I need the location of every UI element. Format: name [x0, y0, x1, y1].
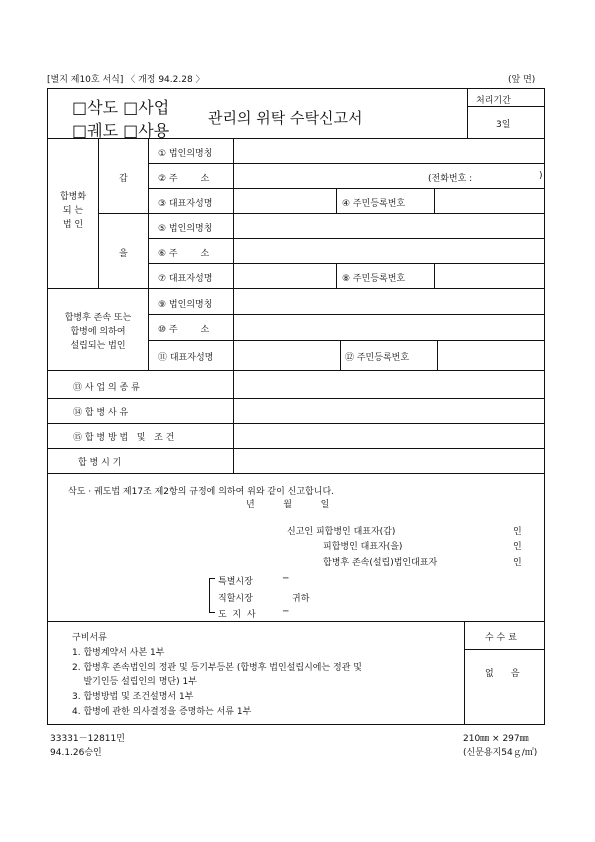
divider [47, 621, 545, 622]
corp-name-3-input[interactable] [234, 289, 544, 313]
merger-method-input[interactable] [234, 424, 544, 447]
party-gap-label: 갑 [119, 174, 128, 184]
seal-2: 인 [513, 542, 522, 552]
resident-no-3-input[interactable] [438, 341, 544, 369]
phone-close: ) [539, 171, 543, 181]
field-label-resident-no-2: ⑧ 주민등록번호 [342, 274, 406, 284]
merger-date-input[interactable] [234, 449, 544, 472]
rep-name-3-input[interactable] [234, 341, 339, 369]
signer-gap: 신고인 피합병인 대표자(갑) [287, 527, 396, 537]
field-label-rep-name-2: ⑦ 대표자성명 [158, 274, 213, 284]
party-eul-label: 을 [119, 249, 128, 259]
surviving-corp-label: 합병후 존속 또는 합병에 의하여 설립되는 법인 [64, 313, 132, 351]
addressee-bracket [209, 578, 215, 613]
address-3-input[interactable] [234, 315, 544, 339]
divider [464, 621, 465, 725]
addressee-special-city: 특별시장 [218, 577, 253, 587]
divider [340, 340, 341, 370]
processing-period-value: 3일 [496, 120, 511, 130]
phone-label: (전화번호 : [428, 174, 473, 184]
paper-type: (신문용지54ｇ/㎡) [463, 748, 538, 758]
field-label-rep-name-3: ⑪ 대표자성명 [158, 353, 214, 363]
merger-method-label: ⑮ 합 병 방 법 및 조 건 [73, 433, 175, 443]
merger-reason-input[interactable] [234, 399, 544, 422]
divider [336, 263, 337, 288]
declaration-statement: 삭도 · 궤도법 제17조 제2항의 규정에 의하여 위와 같이 신고합니다. [68, 487, 334, 497]
document-item: 2. 합병후 존속법인의 정관 및 등기부등본 (합병후 법인설립시에는 정관 및 [72, 663, 362, 673]
field-label-corp-name-1: ① 법인의명칭 [158, 149, 213, 159]
field-label-address-2: ⑥ 주 소 [158, 249, 210, 259]
corp-name-2-input[interactable] [234, 214, 544, 237]
business-type-label: ⑬ 사 업 의 종 류 [73, 383, 140, 393]
merger-date-label: 합 병 시 기 [78, 458, 122, 468]
processing-period-label: 처리기간 [476, 96, 511, 106]
addressee-dash-1: ─ [283, 574, 289, 584]
rep-name-2-input[interactable] [234, 264, 335, 287]
corp-name-1-input[interactable] [234, 139, 544, 162]
document-item: 4. 합병에 관한 의사결정을 증명하는 서류 1부 [72, 707, 252, 717]
divider [336, 188, 337, 213]
addressee-governor: 도 지 사 [218, 610, 256, 620]
addressee-dash-2: ─ [283, 607, 289, 617]
business-options-1: □삭도 □사업 [72, 98, 170, 117]
signer-eul: 피합병인 대표자(을) [323, 542, 403, 552]
business-options-2: □궤도 □사용 [72, 121, 170, 140]
field-label-address-1: ② 주 소 [158, 174, 210, 184]
business-type-input[interactable] [234, 371, 544, 397]
field-label-corp-name-3: ⑨ 법인의명칭 [158, 300, 213, 310]
seal-1: 인 [513, 527, 522, 537]
form-title: 관리의 위탁 수탁신고서 [208, 109, 363, 127]
field-label-corp-name-2: ⑤ 법인의명칭 [158, 224, 213, 234]
fee-label: 수 수 료 [485, 633, 517, 643]
merged-corp-label: 합병화 되 는 법 인 [59, 192, 87, 230]
merger-reason-label: ⑭ 합 병 사 유 [73, 408, 129, 418]
form-code: 33331－12811민 [50, 734, 125, 744]
field-label-rep-name-1: ③ 대표자성명 [158, 199, 213, 209]
divider [467, 88, 468, 138]
divider [467, 106, 545, 107]
rep-name-1-input[interactable] [234, 189, 335, 212]
field-label-address-3: ⑩ 주 소 [158, 325, 210, 335]
address-2-input[interactable] [234, 239, 544, 262]
addressee-direct-city: 직할시장 [218, 594, 253, 604]
divider [148, 138, 149, 370]
declaration-date: 년 월 일 [246, 500, 330, 510]
documents-heading: 구비서류 [72, 633, 107, 643]
approval-date: 94.1.26승인 [50, 748, 102, 758]
addressee-honorific: 귀하 [292, 594, 310, 604]
paper-size: 210㎜ × 297㎜ [463, 734, 529, 744]
resident-no-1-input[interactable] [435, 189, 544, 212]
fee-value: 없 음 [485, 669, 520, 679]
document-item: 발기인등 설립인의 명단) 1부 [72, 677, 197, 687]
seal-3: 인 [513, 558, 522, 568]
signer-survivor: 합병후 존속(설립)법인대표자 [323, 558, 438, 568]
divider [464, 649, 545, 650]
document-item: 3. 합병방법 및 조건설명서 1부 [72, 692, 194, 702]
divider [47, 473, 545, 474]
document-item: 1. 합병계약서 사본 1부 [72, 648, 165, 658]
field-label-resident-no-1: ④ 주민등록번호 [342, 199, 406, 209]
address-1-input[interactable] [234, 164, 424, 187]
field-label-resident-no-3: ⑫ 주민등록번호 [345, 353, 410, 363]
page-side: (앞 면) [508, 75, 536, 85]
resident-no-2-input[interactable] [435, 264, 544, 287]
form-id: [별지 제10호 서식] 〈 개정 94.2.28 〉 [47, 75, 205, 85]
